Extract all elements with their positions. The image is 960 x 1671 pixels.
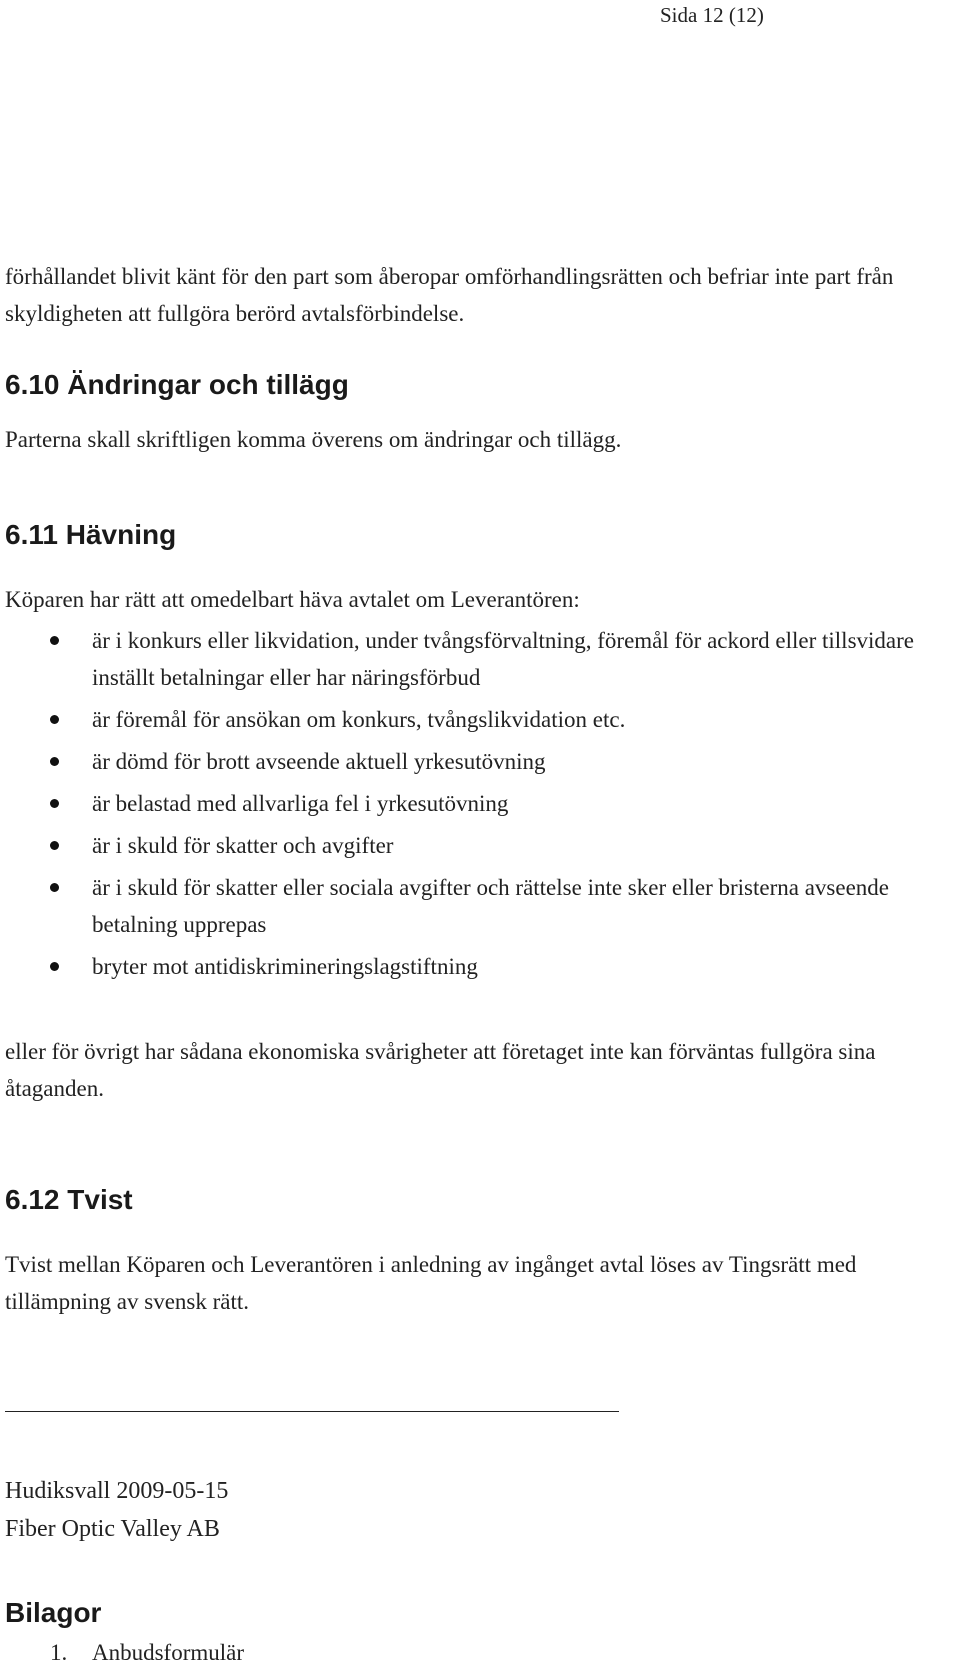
list-item-text: bryter mot antidiskrimineringslagstiftning: [92, 954, 478, 979]
list-item: [0, 701, 954, 738]
section-6-12-heading: 6.12 Tvist: [5, 1184, 133, 1215]
signature-place-date: Hudiksvall 2009-05-15: [5, 1478, 229, 1504]
list-item-text: är i konkurs eller likvidation, under tvångsförvaltning, föremål för ackord eller tillsvidare inställt betalningar eller har näringsförbud: [92, 628, 914, 690]
list-item: [0, 869, 954, 943]
bullet-icon: [50, 883, 59, 892]
bullet-icon: [50, 799, 59, 808]
bullet-icon: [50, 636, 59, 645]
section-6-10-text: Parterna skall skriftligen komma överens om ändringar och tillägg.: [5, 427, 622, 452]
bullet-icon: [50, 841, 59, 850]
list-item-text: är i skuld för skatter och avgifter: [92, 833, 394, 858]
section-6-11-bullet-list: [0, 622, 960, 990]
list-item: [0, 622, 954, 696]
section-6-11-heading: 6.11 Hävning: [5, 519, 177, 550]
attachments-heading: Bilagor: [5, 1597, 102, 1628]
list-item: [0, 1638, 244, 1668]
signature-organization: Fiber Optic Valley AB: [5, 1516, 220, 1542]
section-6-11-intro: Köparen har rätt att omedelbart häva avtalet om Leverantören:: [5, 587, 580, 612]
list-item-text: är dömd för brott avseende aktuell yrkesutövning: [92, 749, 546, 774]
page-number: Sida 12 (12): [660, 3, 764, 27]
bullet-icon: [50, 757, 59, 766]
list-item-text: är i skuld för skatter eller sociala avgifter och rättelse inte sker eller bristerna avseende betalning upprepas: [92, 875, 889, 937]
section-6-11-closing: eller för övrigt har sådana ekonomiska svårigheter att företaget inte kan förväntas fullgöra sina åtaganden.: [5, 1039, 876, 1101]
bullet-icon: [50, 715, 59, 724]
attachment-label: Anbudsformulär: [92, 1640, 245, 1665]
list-item: [0, 827, 954, 864]
section-6-10-heading: 6.10 Ändringar och tillägg: [5, 369, 349, 400]
attachment-number: 1.: [50, 1640, 68, 1665]
list-item-text: är belastad med allvarliga fel i yrkesutövning: [92, 791, 509, 816]
section-6-12-text: Tvist mellan Köparen och Leverantören i anledning av ingånget avtal löses av Tingsrätt med tillämpning av svensk rätt.: [5, 1252, 857, 1314]
intro-paragraph: förhållandet blivit känt för den part som åberopar omförhandlingsrätten och befriar inte part från skyldigheten att fullgöra berörd avtalsförbindelse.: [5, 264, 894, 326]
bullet-icon: [50, 962, 59, 971]
list-item: [0, 785, 954, 822]
list-item: [0, 948, 954, 985]
attachments-list: [0, 1638, 244, 1668]
list-item-text: är föremål för ansökan om konkurs, tvångslikvidation etc.: [92, 707, 626, 732]
list-item: [0, 743, 954, 780]
signature-line: [5, 1411, 619, 1412]
